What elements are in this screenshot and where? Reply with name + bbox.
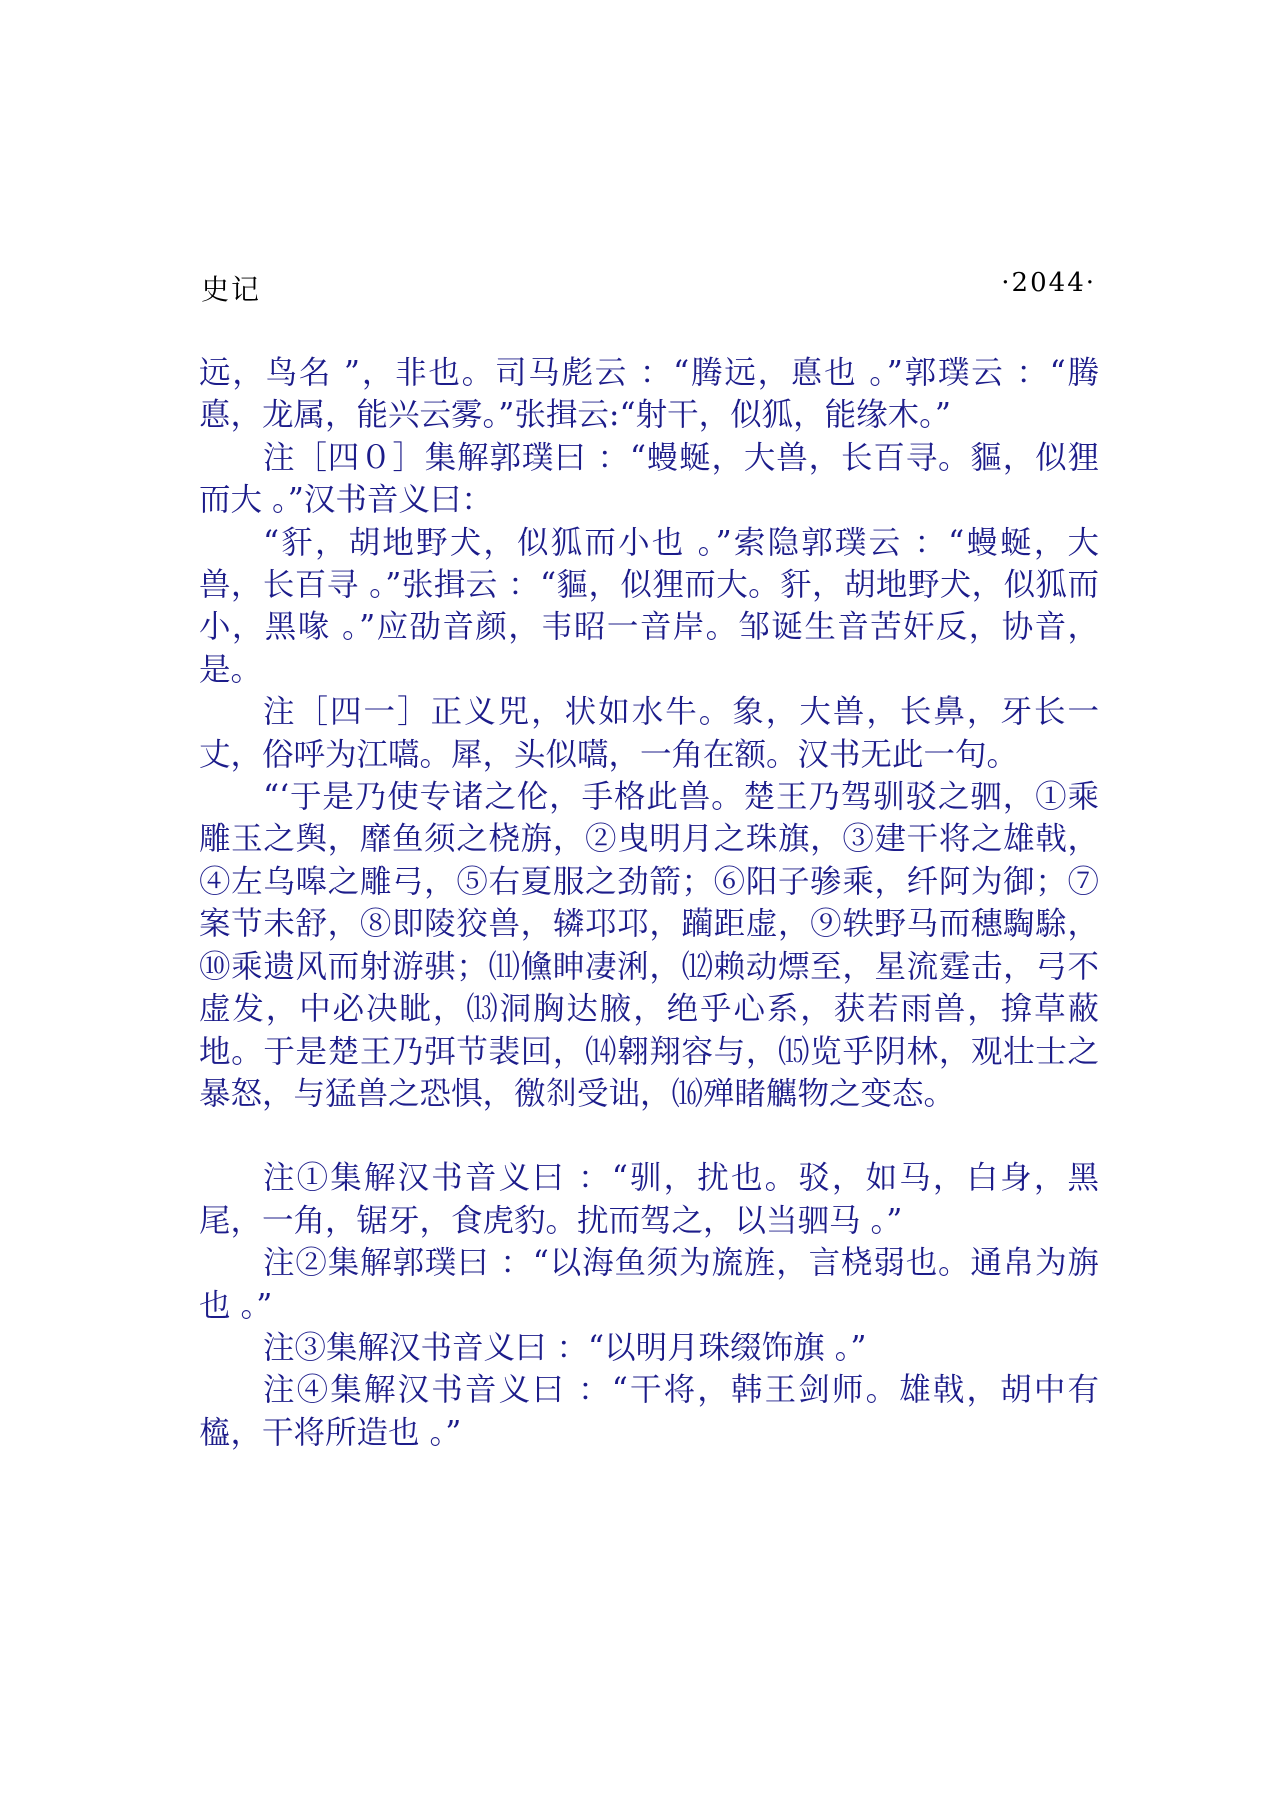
book-title: 史记 (201, 273, 262, 306)
paragraph: 远，鸟名 ”，非也。司马彪云 ：“腾远，悳也 。”郭璞云 ：“腾悳，龙属，能兴云雾。”张揖云:“射干，似狐，能缘木。” (199, 355, 1099, 434)
page-body (199, 352, 1099, 1454)
page-number: ·2044· (1001, 268, 1096, 298)
paragraph: 注［四一］正义兕，状如水牛。象，大兽，长鼻，牙长一丈，俗呼为江嚆。犀，头似嚆，一角在额。汉书无此一句。 (199, 694, 1099, 773)
note-paragraph: 注④集解汉书音义曰 ：“干将，韩王剑师。雄戟，胡中有橀，干将所造也 。” (199, 1372, 1099, 1451)
paragraph: 注［四０］集解郭璞曰 ：“蟃蜒，大兽，长百寻。貙，似狸而大 。”汉书音义曰： (199, 439, 1099, 519)
main-text-section (199, 352, 1099, 1115)
paragraph: “豻，胡地野犬，似狐而小也 。”索隐郭璞云 ：“蟃蜒，大兽，长百寻 。”张揖云 ：“貙，似狸而大。豻，胡地野犬，似狐而小，黑喙 。”应劭音颜，韦昭一音岸。邹诞生音苦奸反，协音，是。 (199, 524, 1099, 688)
page-header (201, 268, 1096, 308)
note-paragraph: 注②集解郭璞曰 ：“以海鱼须为旒旌，言桡弱也。通帛为旃也 。” (199, 1245, 1099, 1324)
note-paragraph: 注①集解汉书音义曰 ：“驯，扰也。驳，如马，白身，黑尾，一角，锯牙，食虎豹。扰而驾之，以当驷马 。” (199, 1160, 1099, 1239)
notes-section (199, 1157, 1099, 1454)
note-paragraph: 注③集解汉书音义曰 ：“以明月珠缀饰旗 。” (263, 1329, 867, 1366)
paragraph: “‘于是乃使专诸之伦，手格此兽。楚王乃驾驯驳之驷，①乘雕玉之舆，靡鱼须之桡旃，②曳明月之珠旗，③建干将之雄戟，④左乌嗥之雕弓，⑤右夏服之劲箭；⑥阳子骖乘，纤阿为御；⑦案节未舒，⑧即陵狡兽，辚邛邛，躏距虚，⑨轶野马而穗騊駼，⑩乘遗风而射游骐；⑾儵眒凄浰，⑿赖动熛至，星流霆击，弓不虚发，中必决眦，⒀洞胸达腋，绝乎心系，获若雨兽，揜草蔽地。于是楚王乃弭节裴回，⒁翱翔容与，⒂览乎阴林，观壮士之暴怒，与猛兽之恐惧，徼𠛴受诎，⒃殚睹觽物之变态。 (199, 779, 1099, 1112)
